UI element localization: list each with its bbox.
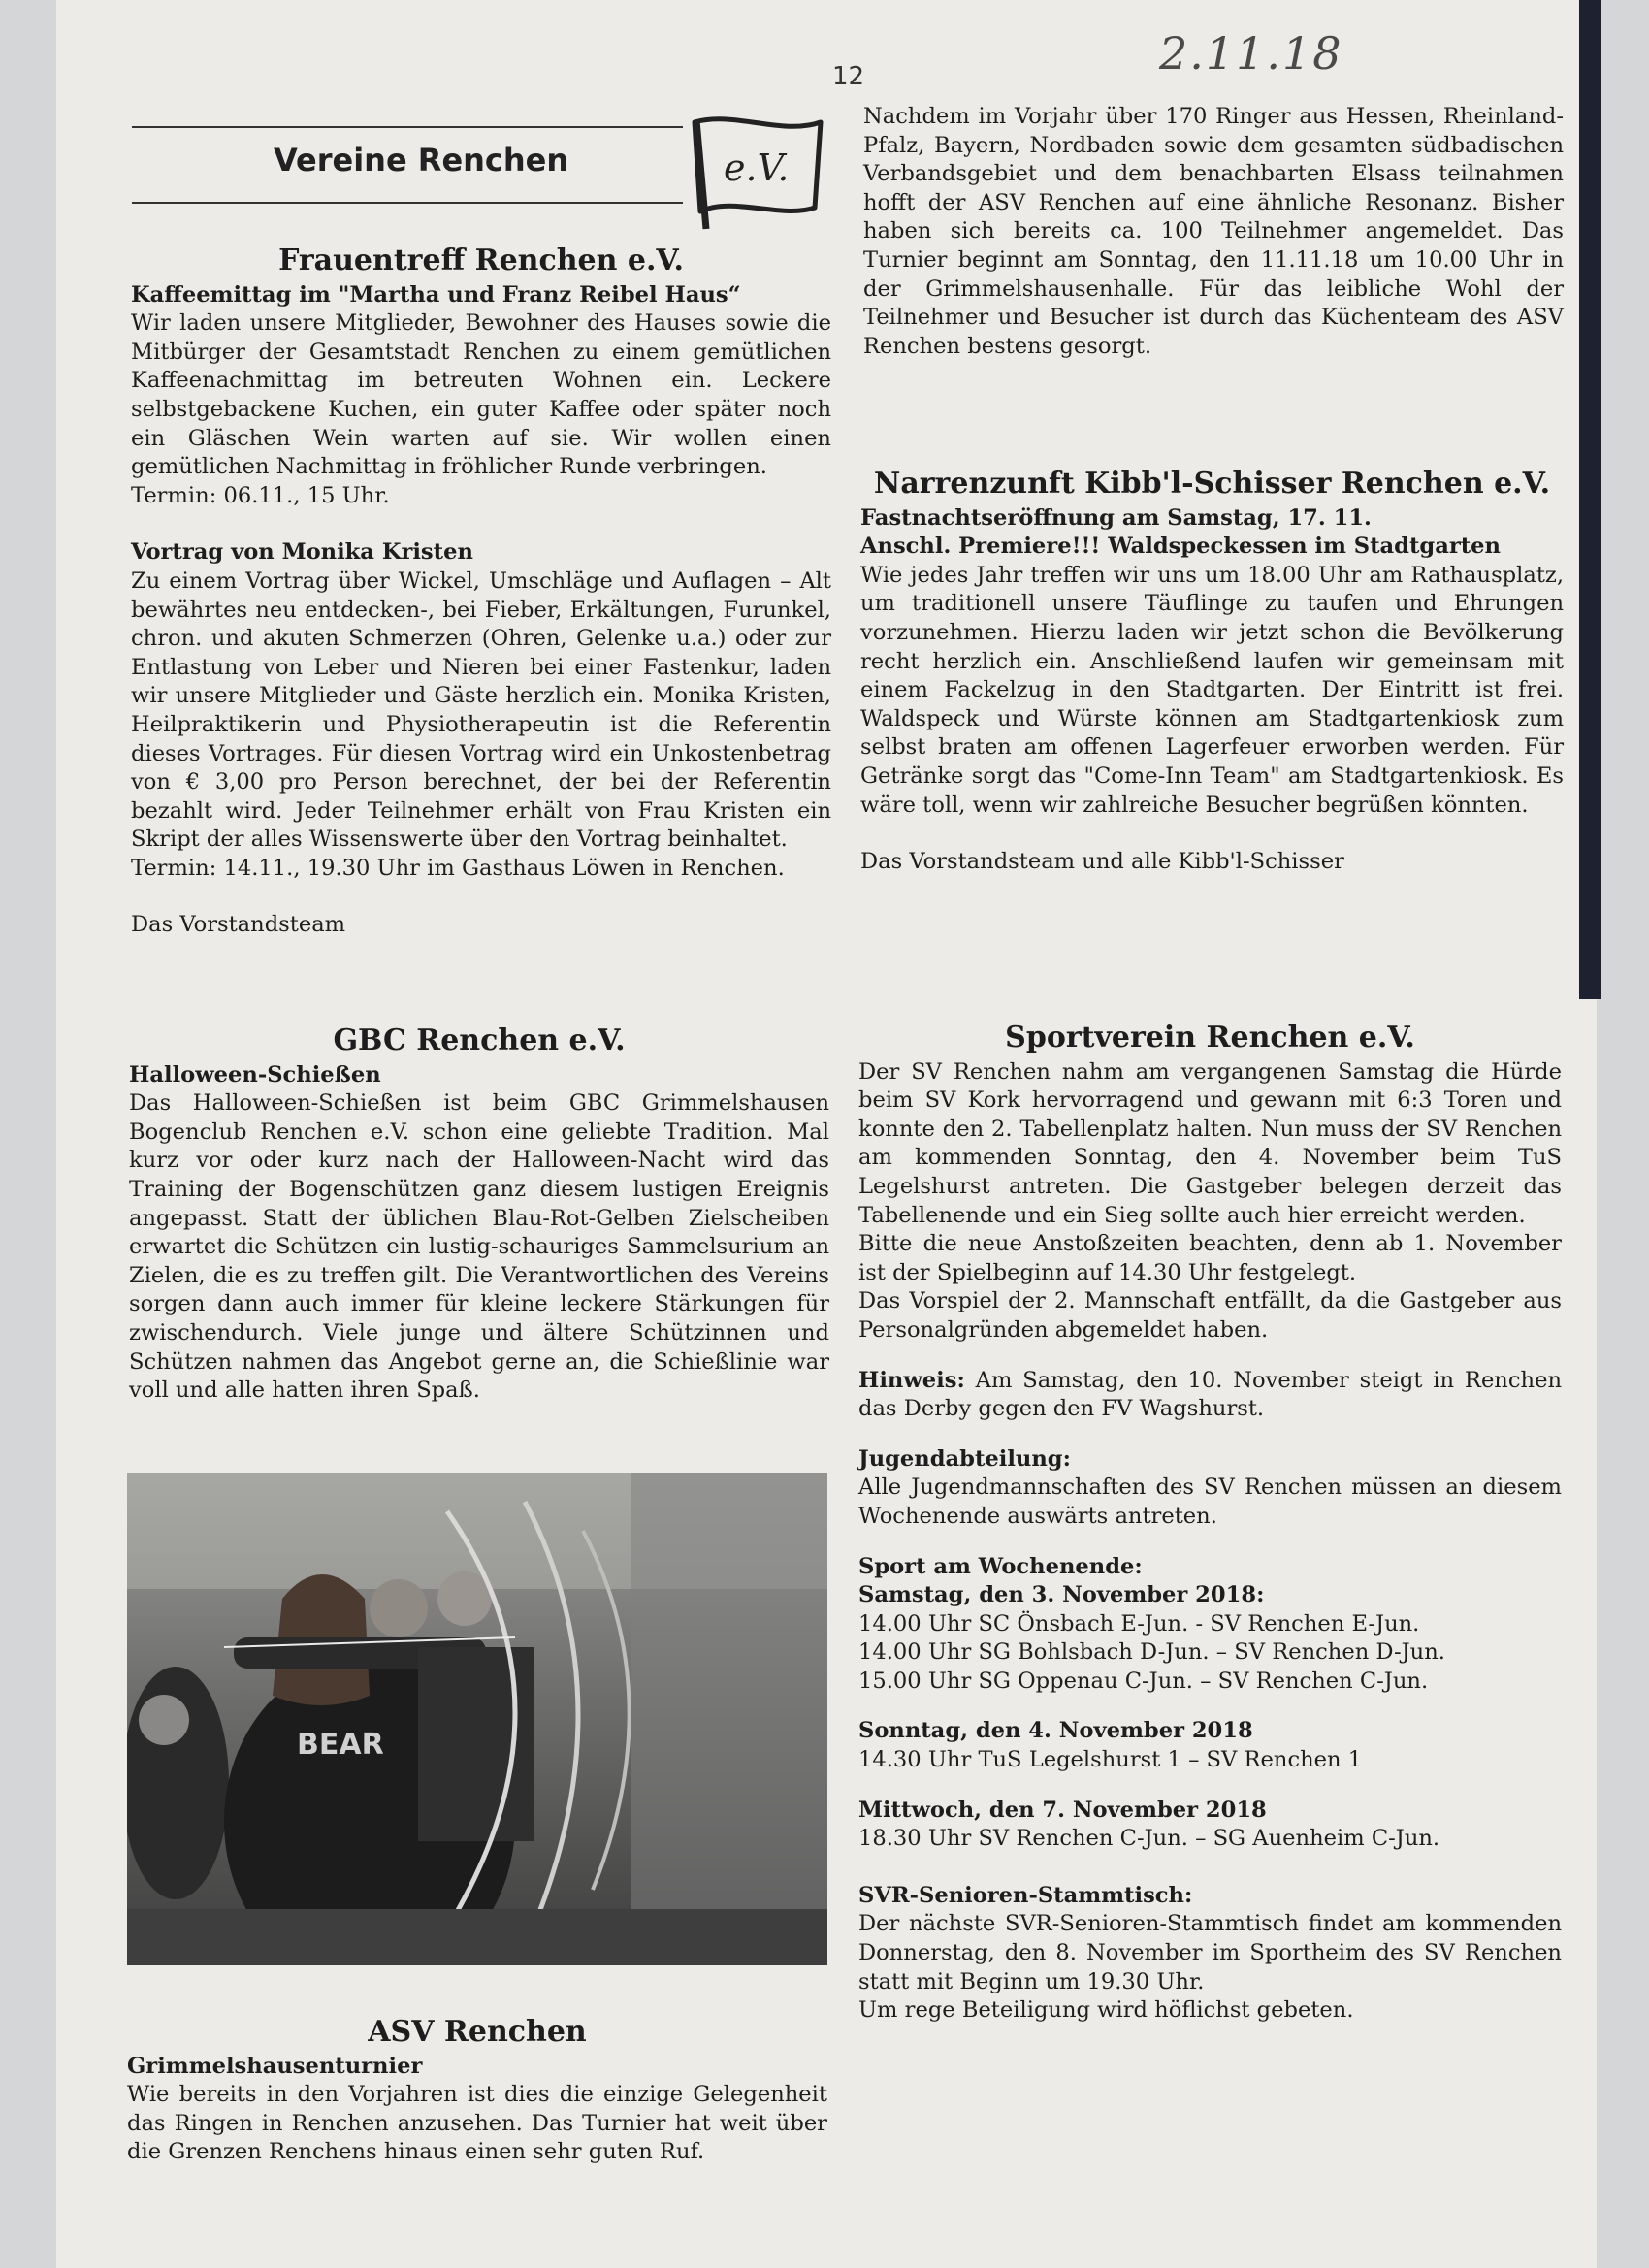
- frauentreff-termin-2: Termin: 14.11., 19.30 Uhr im Gasthaus Löwen in Renchen.: [131, 855, 785, 881]
- ev-logo-text: e.V.: [724, 146, 790, 189]
- section-header: [132, 114, 830, 211]
- hinweis-text: Am Samstag, den 10. November steigt in Renchen das Derby gegen den FV Wagshurst.: [858, 1367, 1562, 1422]
- gbc-body: Das Halloween-Schießen ist beim GBC Grimmelshausen Bogenclub Renchen e.V. schon eine geliebte Tradition. Mal kurz vor oder kurz nach der Halloween-Nacht wird das Training der Bogenschützen ganz diesem lustigen Ereignis angepasst. Statt der üblichen Blau-Rot-Gelben Zielscheiben erwartet die Schützen ein lustig-schauriges Sammelsurium an Zielen, die es zu treffen gilt. Die Verantwortlichen des Vereins sorgen dann auch immer für kleine leckere Stärkungen für zwischendurch. Viele junge und ältere Schützinnen und Schützen nahmen das Angebot gerne an, die Schießlinie war voll und alle hatten ihren Spaß.: [129, 1090, 829, 1404]
- wednesday-game-1: 18.30 Uhr SV Renchen C-Jun. – SG Auenheim C-Jun.: [858, 1826, 1440, 1852]
- frauentreff-body-2: Zu einem Vortrag über Wickel, Umschläge und Auflagen – Alt bewährtes neu entdecken-, bei Fieber, Erkältungen, Furunkel, chron. und akuten Schmerzen (Ohren, Gelenke u.a.) oder zur Entlastung von Leber und Nieren bei einer Fastenkur, laden wir unsere Mitglieder und Gäste herzlich ein. Monika Kristen, Heilpraktikerin und Physiotherapeutin ist die Referentin dieses Vortrages. Für diesen Vortrag wird ein Unkostenbetrag von € 3,00 pro Person berechnet, der bei der Referentin bezahlt wird. Jeder Teilnehmer erhält von Frau Kristen ein Skript der alles Wissenswerte über den Vortrag beinhaltet.: [131, 567, 831, 853]
- frauentreff-signature: Das Vorstandsteam: [131, 912, 346, 938]
- page-number: 12: [832, 62, 865, 91]
- hinweis-label: Hinweis:: [858, 1367, 965, 1393]
- wednesday-title: Mittwoch, den 7. November 2018: [858, 1797, 1267, 1823]
- narrenzunft-title: Narrenzunft Kibb'l-Schisser Renchen e.V.: [873, 467, 1551, 501]
- frauentreff-article: [131, 243, 831, 940]
- archery-photo: [127, 1473, 827, 1965]
- sportverein-title: Sportverein Renchen e.V.: [1005, 1021, 1415, 1054]
- gbc-subtitle: Halloween-Schießen: [129, 1061, 381, 1087]
- saturday-game-1: 14.00 Uhr SC Önsbach E-Jun. - SV Renchen E-Jun.: [858, 1610, 1420, 1636]
- gbc-title: GBC Renchen e.V.: [333, 1023, 626, 1057]
- section-title: Vereine Renchen: [274, 142, 569, 178]
- header-rule-top: [132, 126, 683, 128]
- frauentreff-subtitle-2: Vortrag von Monika Kristen: [131, 539, 473, 566]
- archery-photo-image: [127, 1473, 827, 1965]
- asv-title: ASV Renchen: [368, 2015, 587, 2049]
- frauentreff-title: Frauentreff Renchen e.V.: [278, 243, 684, 277]
- sportverein-body-1: Der SV Renchen nahm am vergangenen Samstag die Hürde beim SV Kork hervorragend und gewann mit 6:3 Toren und konnte den 2. Tabellenplatz halten. Nun muss der SV Renchen am kommenden Sonntag, den 4. November beim TuS Legelshurst antreten. Die Gastgeber belegen derzeit das Tabellenende und ein Sieg sollte auch hier erreicht werden.: [858, 1058, 1562, 1228]
- asv-body-part1: Wie bereits in den Vorjahren ist dies die einzige Gelegenheit das Ringen in Renchen anzusehen. Das Turnier hat weit über die Grenzen Renchens hinaus einen sehr guten Ruf.: [127, 2082, 827, 2165]
- gbc-article: [129, 1023, 829, 1406]
- narrenzunft-article: [860, 467, 1564, 877]
- jugend-text: Alle Jugendmannschaften des SV Renchen müssen an diesem Wochenende auswärts antreten.: [858, 1474, 1562, 1529]
- sportverein-article: [858, 1023, 1562, 2025]
- sport-weekend-title: Sport am Wochenende:: [858, 1553, 1143, 1579]
- asv-subtitle: Grimmelshausenturnier: [127, 2053, 423, 2079]
- sportverein-hinweis: [858, 1367, 1562, 1424]
- senioren-text: Der nächste SVR-Senioren-Stammtisch findet am kommenden Donnerstag, den 8. November im Sportheim des SV Renchen statt mit Beginn um 19.30 Uhr.: [858, 1911, 1562, 1994]
- ev-flag-logo: [685, 114, 830, 231]
- narrenzunft-signature: Das Vorstandsteam und alle Kibb'l-Schisser: [860, 849, 1344, 875]
- sportverein-body-2: Bitte die neue Anstoßzeiten beachten, denn ab 1. November ist der Spielbeginn auf 14.30 Uhr festgelegt.: [858, 1231, 1562, 1285]
- narrenzunft-subtitle-1: Fastnachtseröffnung am Samstag, 17. 11.: [860, 504, 1372, 531]
- scan-edge: [1579, 0, 1600, 999]
- narrenzunft-body: Wie jedes Jahr treffen wir uns um 18.00 Uhr am Rathausplatz, um traditionell unsere Täuflinge zu taufen und Ehrungen vorzunehmen. Hierzu laden wir jetzt schon die Bevölkerung recht herzlich ein. Anschließend laufen wir gemeinsam mit einem Fackelzug in den Stadtgarten. Der Eintritt ist frei. Waldspeck und Würste können am Stadtgartenkiosk zum selbst braten am offenen Lagerfeuer erworben werden. Für Getränke sorgt das "Come-Inn Team" am Stadtgartenkiosk. Es wäre toll, wenn wir zahlreiche Besucher begrüßen könnten.: [860, 562, 1564, 818]
- frauentreff-body-1: Wir laden unsere Mitglieder, Bewohner des Hauses sowie die Mitbürger der Gesamtstadt Renchen zu einem gemütlichen Kaffeenachmittag im betreuten Wohnen ein. Leckere selbstgebackene Kuchen, ein guter Kaffee oder später noch ein Gläschen Wein warten auf sie. Wir wollen einen gemütlichen Nachmittag in fröhlicher Runde verbringen.: [131, 310, 831, 480]
- asv-article-part2: [863, 103, 1564, 361]
- photo-shirt-text: BEAR: [297, 1728, 384, 1762]
- saturday-game-3: 15.00 Uhr SG Oppenau C-Jun. – SV Renchen C-Jun.: [858, 1668, 1429, 1694]
- handwritten-date-note: 2.11.18: [1159, 27, 1343, 80]
- senioren-title: SVR-Senioren-Stammtisch:: [858, 1882, 1193, 1908]
- asv-article-part1: [127, 2015, 827, 2167]
- sunday-title: Sonntag, den 4. November 2018: [858, 1718, 1253, 1744]
- jugend-title: Jugendabteilung:: [858, 1445, 1071, 1472]
- saturday-game-2: 14.00 Uhr SG Bohlsbach D-Jun. – SV Renchen D-Jun.: [858, 1639, 1445, 1666]
- header-rule-bottom: [132, 202, 683, 204]
- asv-body-part2: Nachdem im Vorjahr über 170 Ringer aus Hessen, Rheinland-Pfalz, Bayern, Nordbaden sowie dem gesamten südbadischen Verbandsgebiet und dem benachbarten Elsass teilnahmen hofft der ASV Renchen auf eine ähnliche Resonanz. Bisher haben sich bereits ca. 100 Teilnehmer angemeldet. Das Turnier beginnt am Sonntag, den 11.11.18 um 10.00 Uhr in der Grimmelshausenhalle. Für das leibliche Wohl der Teilnehmer und Besucher ist durch das Küchenteam des ASV Renchen bestens gesorgt.: [863, 104, 1564, 359]
- senioren-text-2: Um rege Beteiligung wird höflichst gebeten.: [858, 1997, 1354, 2024]
- sportverein-body-3: Das Vorspiel der 2. Mannschaft entfällt, da die Gastgeber aus Personalgründen abgemeldet haben.: [858, 1288, 1562, 1343]
- frauentreff-termin-1: Termin: 06.11., 15 Uhr.: [131, 482, 390, 508]
- saturday-title: Samstag, den 3. November 2018:: [858, 1582, 1265, 1608]
- narrenzunft-subtitle-2: Anschl. Premiere!!! Waldspeckessen im Stadtgarten: [860, 534, 1501, 560]
- frauentreff-subtitle-1: Kaffeemittag im "Martha und Franz Reibel Haus“: [131, 281, 741, 308]
- sunday-game-1: 14.30 Uhr TuS Legelshurst 1 – SV Renchen 1: [858, 1747, 1363, 1773]
